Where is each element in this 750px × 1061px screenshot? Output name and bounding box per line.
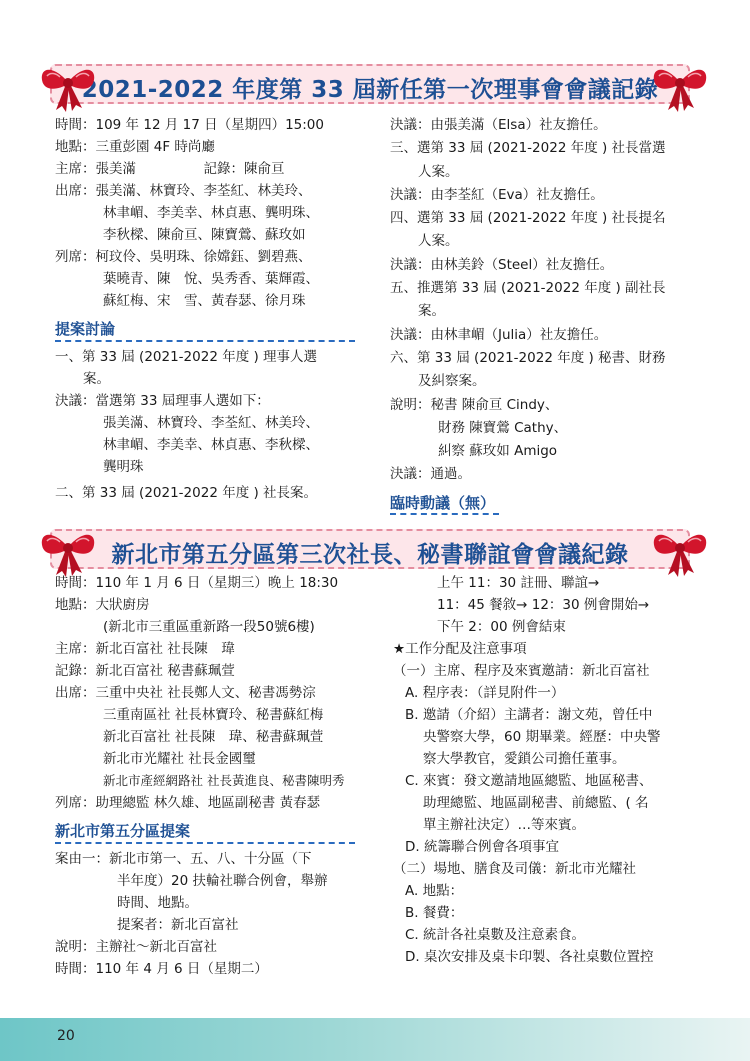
task-item: B. 邀請（介紹）主講者：謝文苑，曾任中 (405, 707, 653, 723)
task-item-cont: 央警察大學，60 期畢業。經歷：中央警 (423, 729, 661, 745)
task-item: D. 桌次安排及桌卡印製、各社桌數位置控 (405, 949, 654, 965)
resolution: 決議：由林聿嵋（Julia）社友擔任。 (390, 326, 608, 343)
ribbon-bow-icon (650, 60, 710, 112)
task-item: C. 統計各社桌數及注意素食。 (405, 927, 586, 943)
attendees-cont: 李秋樑、陳俞亘、陳寶鶯、蘇玫如 (103, 227, 306, 243)
page-number: 20 (57, 1028, 75, 1044)
proposer: 提案者：新北百富社 (117, 917, 239, 933)
task-group: （一）主席、程序及來賓邀請：新北百富社 (393, 663, 650, 679)
resolution: 決議：當選第 33 屆理事人選如下： (55, 393, 270, 409)
proposal-item-cont: 案。 (83, 371, 110, 387)
resolution: 決議：由李荃紅（Eva）社友擔任。 (390, 186, 604, 203)
observers: 列席：助理總監 林久雄、地區副秘書 黃春瑟 (55, 795, 321, 811)
meeting-place: 地點：三重彭園 4F 時尚廳 (55, 139, 215, 155)
resolution: 決議：由張美滿（Elsa）社友擔任。 (390, 117, 607, 133)
task-item-cont: 單主辦社決定）…等來賓。 (423, 817, 585, 833)
proposal-item-cont: 人案。 (418, 233, 459, 250)
meeting-time: 時間：109 年 12 月 17 日（星期四）15:00 (55, 117, 324, 133)
section1-left-column (55, 114, 375, 504)
attendees-cont: 林聿嵋、李美幸、林貞惠、龔明珠、 (103, 205, 319, 221)
resolution-cont: 林聿嵋、李美幸、林貞惠、李秋樑、 (103, 437, 319, 453)
meeting-recorder: 記錄：新北百富社 秘書蘇珮萱 (55, 663, 235, 679)
district-proposals-heading: 新北市第五分區提案 (55, 820, 355, 844)
section1-title: 2021-2022 年度第 33 屆新任第一次理事會會議記錄 (81, 77, 659, 103)
attendees: 出席：張美滿、林寶玲、李荃紅、林美玲、 (55, 183, 312, 199)
proposal-item: 六、第 33 屆 (2021-2022 年度 ) 秘書、財務 (390, 349, 666, 366)
schedule-line: 下午 2：00 例會結束 (437, 619, 566, 635)
resolution: 決議：通過。 (390, 466, 471, 483)
schedule-line: 11：45 餐敘→ 12：30 例會開始→ (437, 597, 650, 613)
section2-banner (50, 529, 690, 569)
attendees-cont: 新北市光耀社 社長金國璽 (103, 751, 256, 767)
proposal-item: 二、第 33 屆 (2021-2022 年度 ) 社長案。 (55, 485, 318, 501)
case-item: 案由一：新北市第一、五、八、十分區（下 (55, 851, 312, 867)
section2-right-column (393, 572, 713, 968)
resolution-cont: 張美滿、林寶玲、李荃紅、林美玲、 (103, 415, 319, 431)
resolution-cont: 龔明珠 (103, 459, 144, 475)
proposal-item-cont: 案。 (418, 303, 445, 320)
proposal-item: 一、第 33 屆 (2021-2022 年度 ) 理事人選 (55, 349, 318, 365)
explanation: 說明：秘書 陳俞亘 Cindy、 (390, 396, 559, 413)
task-group: （二）場地、膳食及司儀：新北市光耀社 (393, 861, 636, 877)
proposal-item-cont: 人案。 (418, 163, 459, 180)
explanation: 說明：主辦社～新北百富社 (55, 939, 217, 955)
observers-cont: 蘇紅梅、宋 雪、黃春瑟、徐月珠 (103, 293, 306, 309)
task-item-cont: 察大學教官，愛鎖公司擔任董事。 (423, 751, 626, 767)
observers: 列席：柯玟伶、吳明珠、徐嫦鈺、劉碧燕、 (55, 249, 312, 265)
section2-title: 新北市第五分區第三次社長、秘書聯誼會會議紀錄 (111, 542, 629, 568)
task-heading: ★工作分配及注意事項 (393, 641, 527, 657)
section1-banner (50, 64, 690, 104)
proposal-item: 四、選第 33 屆 (2021-2022 年度 ) 社長提名 (390, 210, 666, 227)
explanation-cont: 財務 陳寶鶯 Cathy、 (438, 419, 568, 436)
section1-right-column (390, 114, 710, 519)
meeting-place: 地點：大狀廚房 (55, 597, 150, 613)
proposal-item: 五、推選第 33 屆 (2021-2022 年度 ) 副社長 (390, 280, 666, 297)
meeting-chair: 主席：張美滿 記錄：陳俞亘 (55, 161, 285, 177)
ribbon-bow-icon (38, 525, 98, 577)
explanation-cont: 糾察 蘇玫如 Amigo (438, 443, 558, 460)
proposal-item: 三、選第 33 屆 (2021-2022 年度 ) 社長當選 (390, 140, 666, 157)
footer-band (0, 1018, 750, 1061)
proposals-heading: 提案討論 (55, 318, 355, 342)
task-item: D. 統籌聯合例會各項事宜 (405, 839, 559, 855)
task-item: A. 程序表：（詳見附件一） (405, 685, 565, 701)
extempore-heading: 臨時動議（無） (390, 493, 499, 515)
observers-cont: 葉曉青、陳 悅、吳秀香、葉輝霞、 (103, 271, 319, 287)
section2-left-column (55, 572, 375, 980)
ribbon-bow-icon (38, 60, 98, 112)
case-item-cont: 時間、地點。 (117, 895, 198, 911)
schedule-line: 上午 11：30 註冊、聯誼→ (437, 575, 600, 591)
attendees-cont: 新北百富社 社長陳 瑋、秘書蘇珮萱 (103, 729, 324, 745)
attendees-cont: 新北市產經網路社 社長黃進良、秘書陳明秀 (103, 773, 345, 788)
proposal-item-cont: 及糾察案。 (418, 373, 486, 390)
task-item: A. 地點： (405, 883, 464, 899)
ribbon-bow-icon (650, 525, 710, 577)
meeting-time: 時間：110 年 1 月 6 日（星期三）晚上 18:30 (55, 575, 339, 591)
meeting-chair: 主席：新北百富社 社長陳 瑋 (55, 641, 235, 657)
resolution: 決議：由林美鈴（Steel）社友擔任。 (390, 256, 614, 273)
task-item: B. 餐費： (405, 905, 464, 921)
meeting-address: (新北市三重區重新路一段50號6樓) (103, 619, 315, 635)
task-item-cont: 助理總監、地區副秘書、前總監、( 名 (423, 795, 649, 811)
attendees-cont: 三重南區社 社長林寶玲、秘書蘇紅梅 (103, 707, 324, 723)
event-time: 時間：110 年 4 月 6 日（星期二） (55, 961, 268, 977)
task-item: C. 來賓：發文邀請地區總監、地區秘書、 (405, 773, 653, 789)
case-item-cont: 半年度）20 扶輪社聯合例會，舉辦 (117, 873, 328, 889)
attendees: 出席：三重中央社 社長鄭人文、秘書馮勢淙 (55, 685, 316, 701)
